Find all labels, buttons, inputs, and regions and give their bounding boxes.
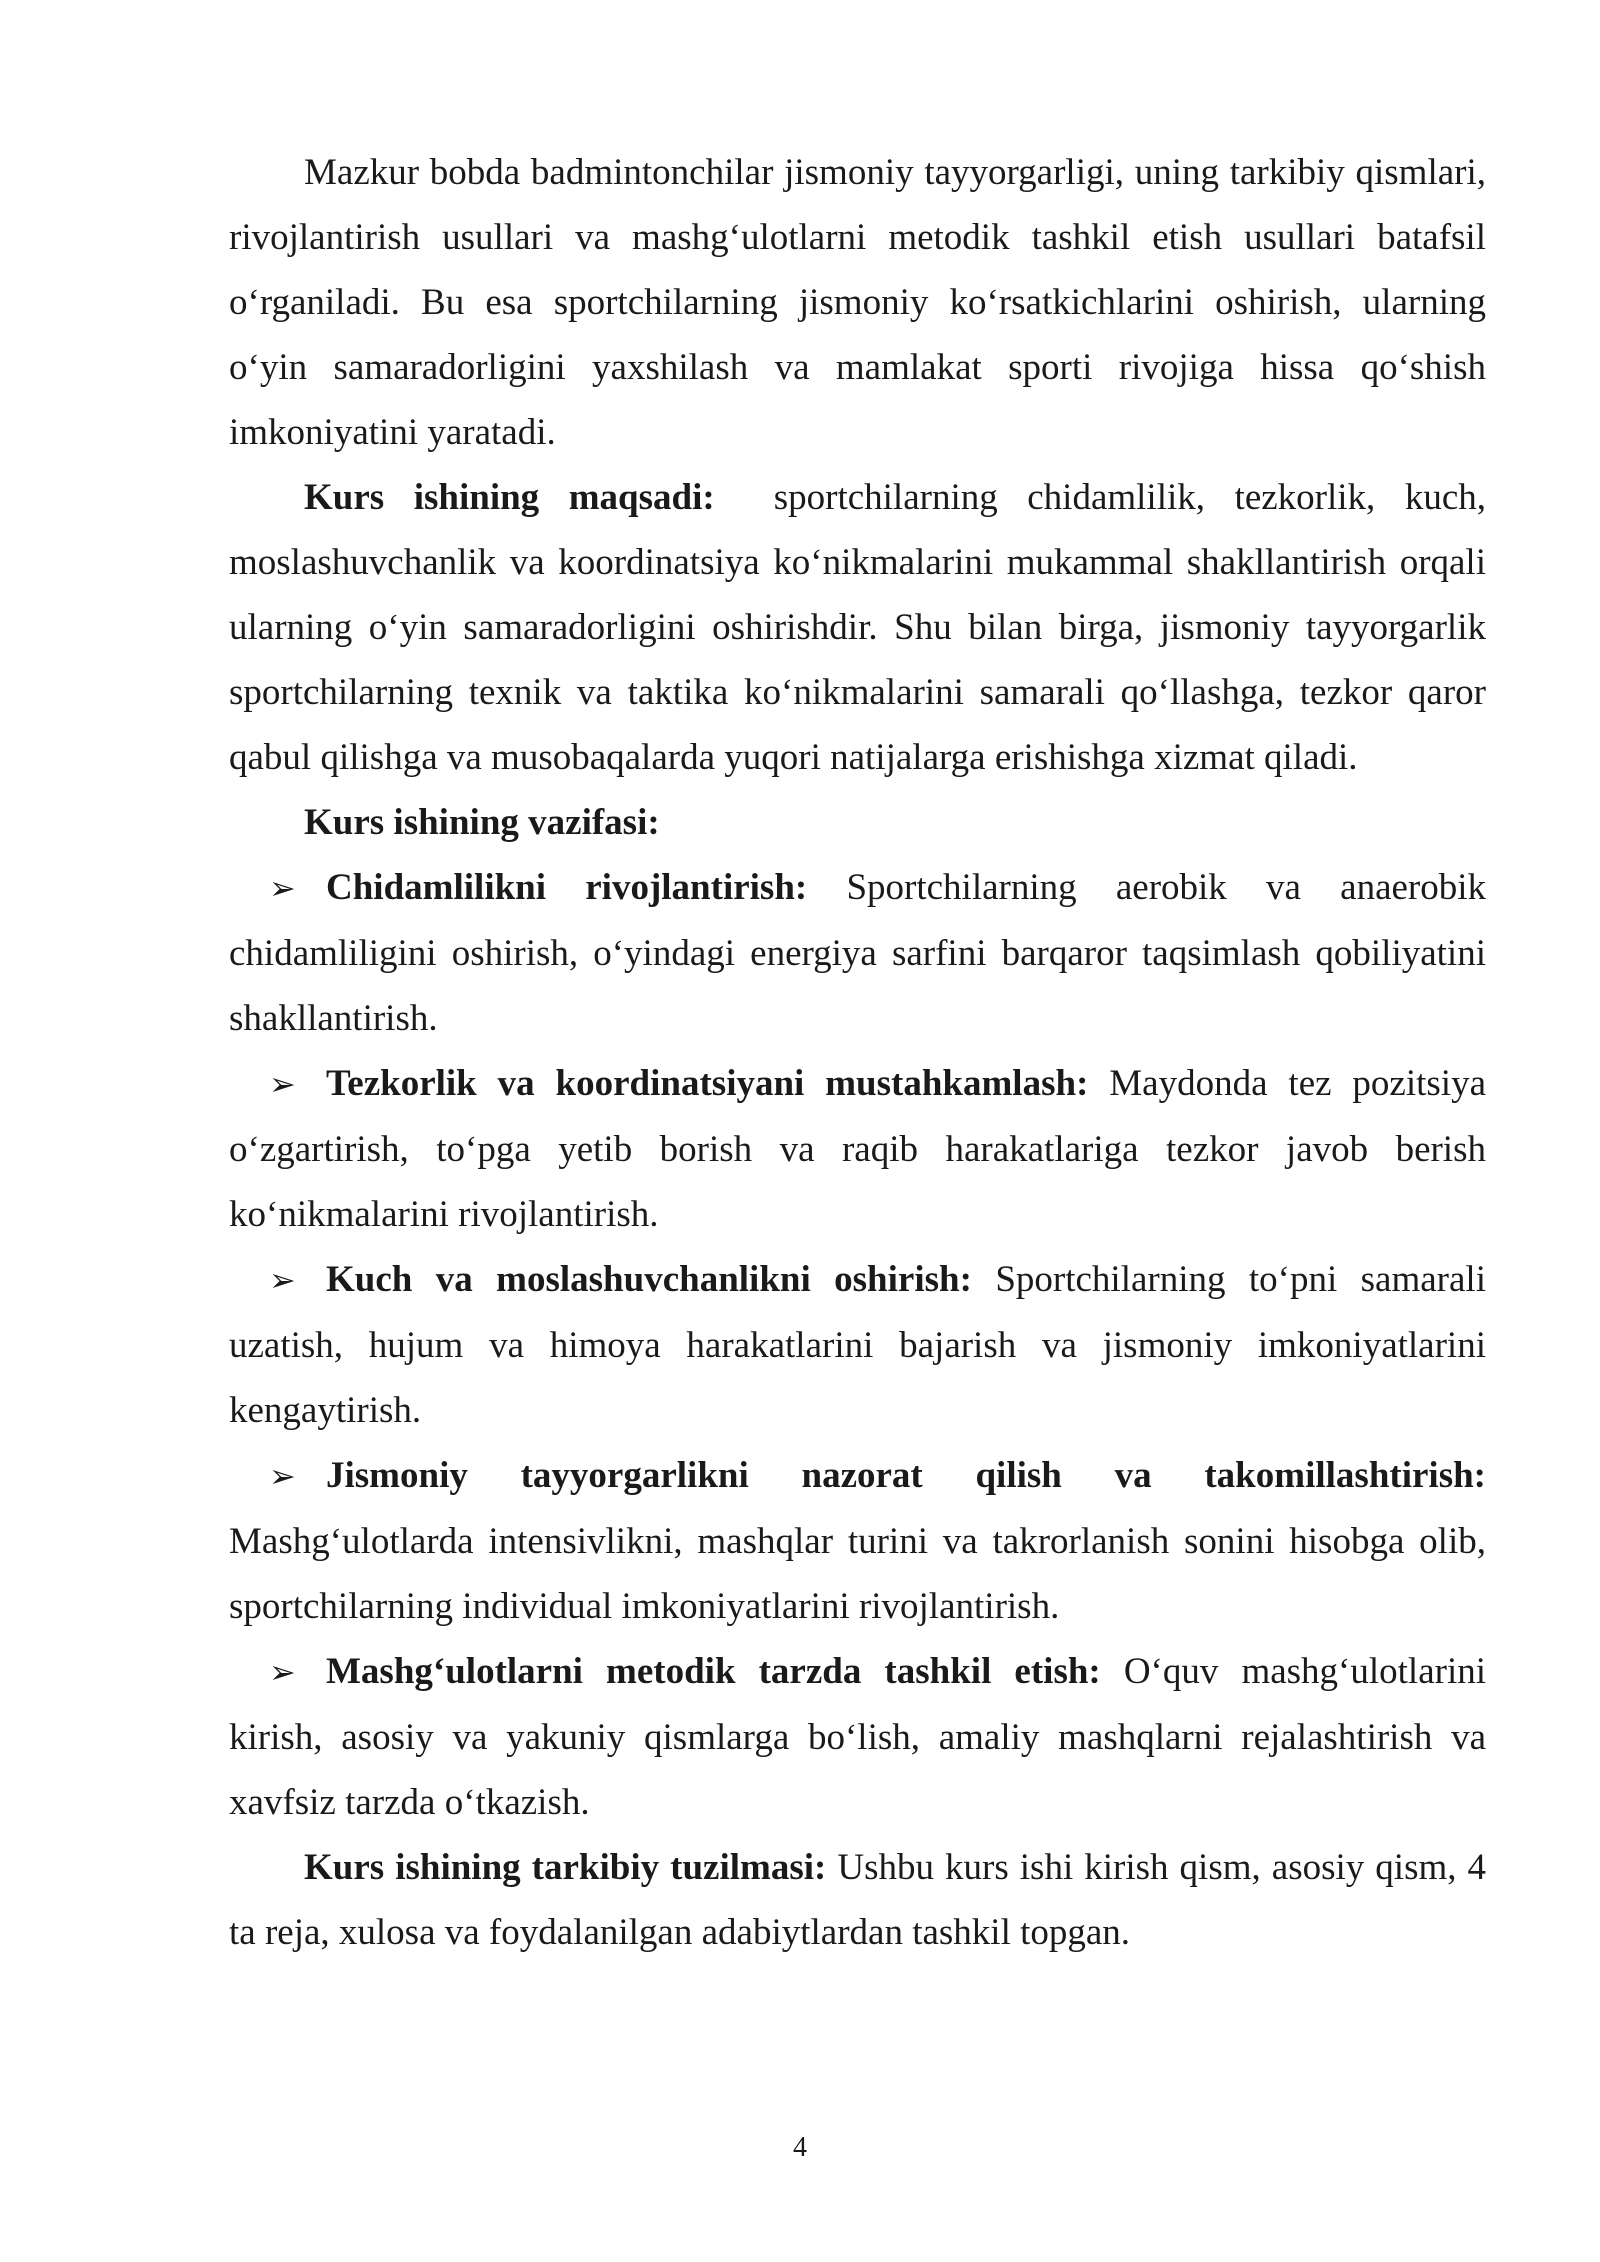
- page-number: 4: [793, 2132, 807, 2163]
- task-item: [229, 1639, 1486, 1835]
- task-item: [229, 1443, 1486, 1639]
- task-text: Sportchilarning aerobik va anaerobik chidamliligini oshirish, o‘yindagi energiya sarfini barqaror taqsimlash qobiliyatini shakllantirish.: [229, 867, 1487, 1039]
- task-text: O‘quv mashg‘ulotlarini kirish, asosiy va yakuniy qismlarga bo‘lish, amaliy mashqlarni rejalashtirish va xavfsiz tarzda o‘tkazish.: [229, 1651, 1487, 1823]
- goal-label: Kurs ishining maqsadi:: [304, 477, 715, 518]
- page-content: [229, 140, 1486, 1965]
- arrow-bullet-icon: ➢: [269, 1065, 296, 1103]
- arrow-bullet-icon: ➢: [269, 1653, 296, 1691]
- task-label: Jismoniy tayyorgarlikni nazorat qilish va takomillashtirish:: [326, 1455, 1486, 1496]
- task-item: [229, 855, 1486, 1051]
- task-label: Kuch va moslashuvchanlikni oshirish:: [326, 1259, 972, 1300]
- intro-paragraph: Mazkur bobda badmintonchilar jismoniy tayyorgarligi, uning tarkibiy qismlari, rivojlantirish usullari va mashg‘ulotlarni metodik tashkil etish usullari batafsil o‘rganiladi. Bu esa sportchilarning jismoniy ko‘rsatkichlarini oshirish, ularning o‘yin samaradorligini yaxshilash va mamlakat sporti rivojiga hissa qo‘shish imkoniyatini yaratadi.: [229, 152, 1486, 453]
- task-text: Maydonda tez pozitsiya o‘zgartirish, to‘pga yetib borish va raqib harakatlariga tezkor javob berish ko‘nikmalarini rivojlantirish.: [229, 1063, 1487, 1235]
- tasks-heading: [229, 790, 1486, 855]
- task-item: [229, 1247, 1486, 1443]
- task-text: Mashg‘ulotlarda intensivlikni, mashqlar turini va takrorlanish sonini hisobga olib, sportchilarning individual imkoniyatlarini rivojlantirish.: [229, 1521, 1486, 1627]
- goal-text: sportchilarning chidamlilik, tezkorlik, kuch, moslashuvchanlik va koordinatsiya ko‘nikmalarini mukammal shakllantirish orqali ularning o‘yin samaradorligini oshirishdir. Shu bilan birga, jismoniy tayyorgarlik sportchilarning texnik va taktika ko‘nikmalarini samarali qo‘llashga, tezkor qaror qabul qilishga va musobaqalarda yuqori natijalarga erishishga xizmat qiladi.: [229, 477, 1486, 778]
- task-item: [229, 1051, 1486, 1247]
- task-text: Sportchilarning to‘pni samarali uzatish, hujum va himoya harakatlarini bajarish va jismoniy imkoniyatlarini kengaytirish.: [229, 1259, 1486, 1431]
- task-label: Chidamlilikni rivojlantirish:: [326, 867, 808, 908]
- arrow-bullet-icon: ➢: [269, 1457, 296, 1495]
- structure-text: Ushbu kurs ishi kirish qism, asosiy qism, 4 ta reja, xulosa va foydalanilgan adabiytlardan tashkil topgan.: [229, 1847, 1487, 1953]
- structure-label: Kurs ishining tarkibiy tuzilmasi:: [304, 1847, 827, 1888]
- tasks-heading-label: Kurs ishining vazifasi:: [304, 802, 660, 843]
- arrow-bullet-icon: ➢: [269, 869, 296, 907]
- task-label: Tezkorlik va koordinatsiyani mustahkamlash:: [326, 1063, 1089, 1104]
- goal-paragraph: [229, 465, 1486, 790]
- task-label: Mashg‘ulotlarni metodik tarzda tashkil etish:: [326, 1651, 1101, 1692]
- structure-paragraph: [229, 1835, 1486, 1965]
- arrow-bullet-icon: ➢: [269, 1261, 296, 1299]
